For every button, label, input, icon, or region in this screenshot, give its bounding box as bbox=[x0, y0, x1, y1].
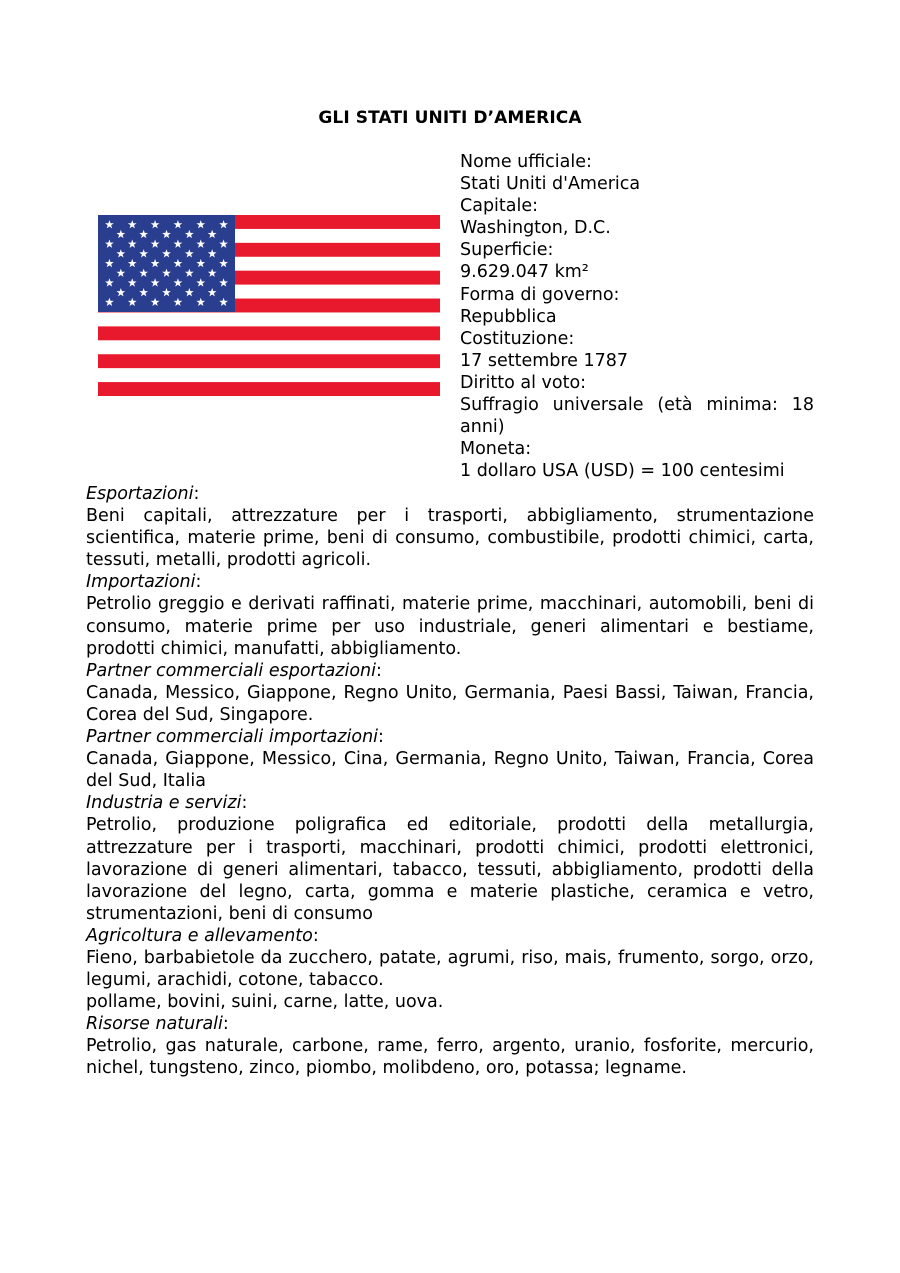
sections-body bbox=[86, 483, 814, 1080]
fact-label-constitution: Costituzione: bbox=[460, 328, 575, 349]
section-text-exports: Beni capitali, attrezzature per i trasporti, abbigliamento, strumentazione scientifica, materie prime, beni di consumo, combustibile, prodotti chimici, carta, tessuti, metalli, prodotti agricoli. bbox=[86, 506, 814, 571]
us-flag-image bbox=[98, 215, 440, 396]
fact-label-currency: Moneta: bbox=[460, 439, 532, 460]
flag-stripe-red bbox=[98, 382, 440, 396]
fact-value-area: 9.629.047 km² bbox=[460, 262, 589, 283]
section-text-livestock: pollame, bovini, suini, carne, latte, uova. bbox=[86, 992, 444, 1013]
section-text-import-partners: Canada, Giappone, Messico, Cina, Germania, Regno Unito, Taiwan, Francia, Corea del Sud, Italia bbox=[86, 749, 814, 792]
fact-label-capital: Capitale: bbox=[460, 196, 539, 217]
section-label-export-partners: Partner commerciali esportazioni: bbox=[86, 660, 382, 681]
page-title: GLI STATI UNITI D’AMERICA bbox=[318, 108, 582, 128]
flag-canton bbox=[98, 215, 235, 312]
section-label-resources: Risorse naturali: bbox=[86, 1014, 229, 1035]
flag-stripe-white bbox=[98, 312, 440, 326]
section-text-resources: Petrolio, gas naturale, carbone, rame, ferro, argento, uranio, fosforite, mercurio, nichel, tungsteno, zinco, piombo, molibdeno, oro, potassa; legname. bbox=[86, 1036, 814, 1079]
section-text-agriculture: Fieno, barbabietole da zucchero, patate, agrumi, riso, mais, frumento, sorgo, orzo, legumi, arachidi, cotone, tabacco. bbox=[86, 947, 814, 991]
flag-stripe-white bbox=[98, 368, 440, 382]
flag-stripe-white bbox=[98, 340, 440, 354]
fact-value-capital: Washington, D.C. bbox=[460, 218, 611, 239]
section-text-industry: Petrolio, produzione poligrafica ed editoriale, prodotti della metallurgia, attrezzature per i trasporti, macchinari, prodotti chimici, prodotti elettronici, lavorazione di generi alimentari, tabacco, tessuti, abbigliamento, prodotti della lavorazione del legno, carta, gomma e materie plastiche, ceramica e vetro, strumentazioni, beni di consumo bbox=[86, 815, 814, 924]
facts-panel bbox=[460, 151, 814, 482]
section-label-agriculture: Agricoltura e allevamento: bbox=[86, 925, 319, 946]
fact-label-official-name: Nome ufficiale: bbox=[460, 152, 592, 172]
fact-label-voting: Diritto al voto: bbox=[460, 372, 587, 393]
flag-stripe-red bbox=[98, 354, 440, 368]
fact-value-voting: Suffragio universale (età minima: 18 anni) bbox=[460, 395, 814, 438]
section-label-exports: Esportazioni: bbox=[86, 484, 200, 504]
fact-label-government: Forma di governo: bbox=[460, 284, 620, 305]
fact-value-official-name: Stati Uniti d'America bbox=[460, 174, 641, 195]
fact-label-area: Superficie: bbox=[460, 240, 554, 261]
section-label-imports: Importazioni: bbox=[86, 572, 202, 593]
fact-value-currency: 1 dollaro USA (USD) = 100 centesimi bbox=[460, 461, 785, 482]
section-text-imports: Petrolio greggio e derivati raffinati, materie prime, macchinari, automobili, beni di consumo, materie prime per uso industriale, generi alimentari e bestiame, prodotti chimici, manufatti, abbigliamento. bbox=[86, 594, 814, 659]
flag-stripe-red bbox=[98, 326, 440, 340]
section-label-import-partners: Partner commerciali importazioni: bbox=[86, 727, 384, 748]
section-label-industry: Industria e servizi: bbox=[86, 793, 248, 814]
fact-value-constitution: 17 settembre 1787 bbox=[460, 350, 629, 371]
section-text-export-partners: Canada, Messico, Giappone, Regno Unito, Germania, Paesi Bassi, Taiwan, Francia, Corea del Sud, Singapore. bbox=[86, 682, 814, 725]
fact-value-government: Repubblica bbox=[460, 306, 557, 327]
